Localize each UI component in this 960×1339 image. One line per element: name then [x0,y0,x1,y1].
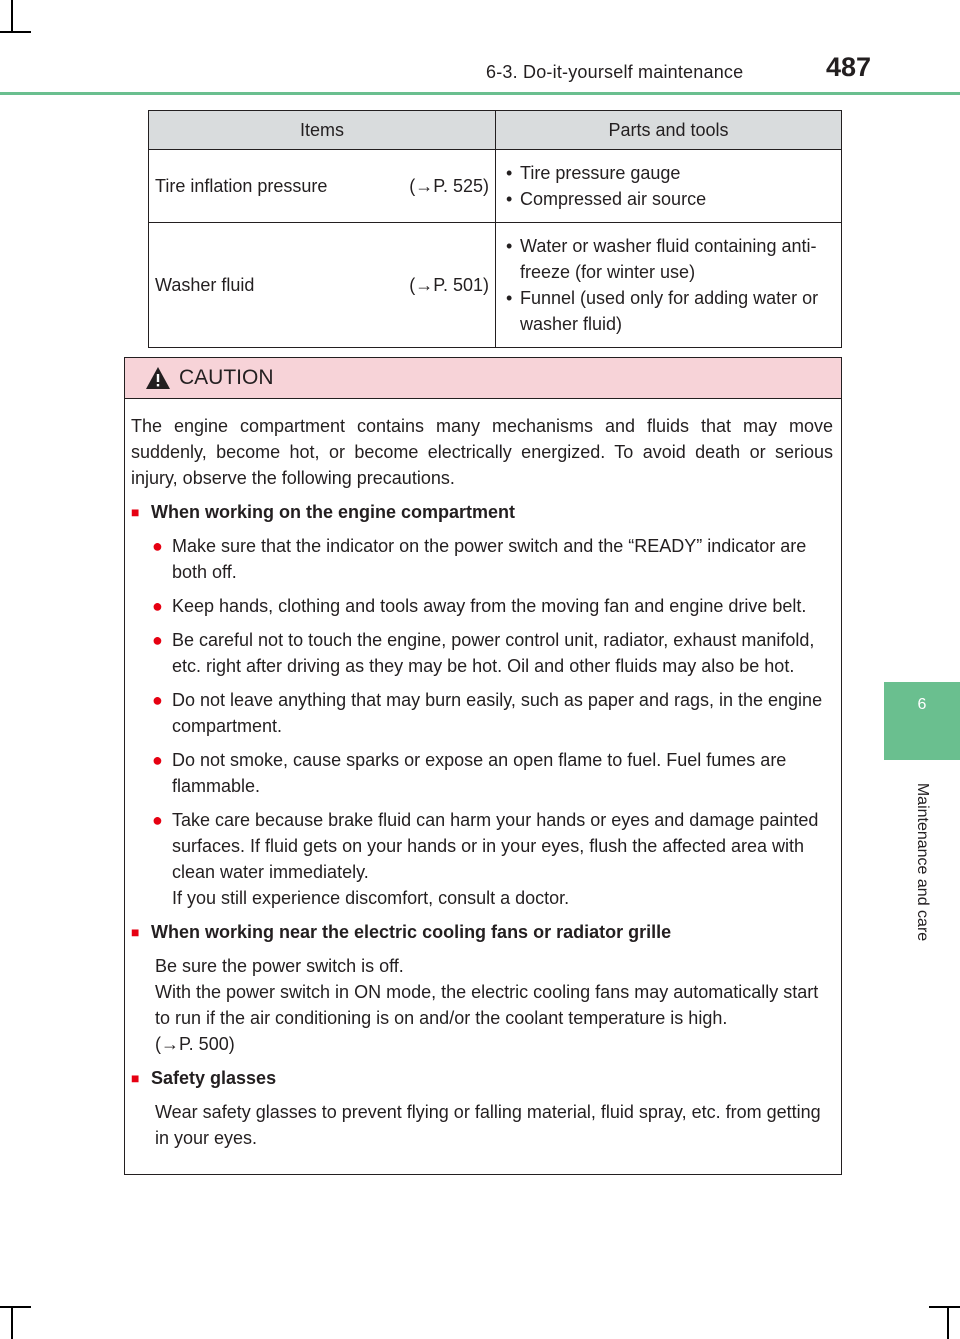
page-reference: (→P. 525) [409,175,489,196]
round-bullet-icon: ● [152,690,163,710]
section-title: 6-3. Do-it-yourself maintenance [486,62,744,82]
chapter-label: Maintenance and care [914,782,931,942]
crop-mark [11,1306,13,1339]
item-name: Tire inflation pressure [155,175,328,196]
caution-body [125,399,841,1151]
header-divider [0,92,960,95]
table-row [149,150,842,223]
crop-mark [947,1306,949,1339]
table-row [149,223,842,348]
crop-mark [0,1306,31,1308]
crop-mark [11,0,13,31]
chapter-tab [884,682,960,760]
parts-and-tools-table [148,110,842,348]
square-bullet-icon: ■ [131,504,140,520]
crop-mark [0,31,31,33]
caution-section-heading: ■ Safety glasses [131,1065,833,1091]
warning-triangle-icon [145,366,171,390]
caution-bullet-extra: If you still experience discomfort, consult a doctor. [172,888,570,908]
round-bullet-icon: ● [152,536,163,556]
item-cell [149,150,496,223]
square-bullet-icon: ■ [131,924,140,940]
square-bullet-icon: ■ [131,1070,140,1086]
tool-item: • Water or washer fluid containing anti-freeze (for winter use) [502,233,835,285]
caution-bullet: ● Keep hands, clothing and tools away from the moving fan and engine drive belt. [131,593,833,619]
caution-paragraph: Be sure the power switch is off. With the power switch in ON mode, the electric cooling fans may automatically start to run if the air conditioning is on and/or the coolant temperature is high. (→P. 500) [155,956,819,1054]
caution-bullet: ● Be careful not to touch the engine, power control unit, radiator, exhaust manifold, etc. right after driving as they may be hot. Oil and other fluids may also be hot. [131,627,833,679]
round-bullet-icon: ● [152,750,163,770]
caution-bullet: ● Make sure that the indicator on the power switch and the “READY” indicator are both off. [131,533,833,585]
crop-mark [929,1306,960,1308]
tool-item: • Compressed air source [502,186,835,212]
caution-bullet: ● Do not leave anything that may burn easily, such as paper and rags, in the engine compartment. [131,687,833,739]
page-number: 487 [826,52,872,82]
caution-bullet: ● Take care because brake fluid can harm your hands or eyes and damage painted surfaces. If fluid gets on your hands or in your eyes, flush the affected area with clean water immediately. If you still experience discomfort, consult a doctor. [131,807,833,911]
caution-paragraph: Wear safety glasses to prevent flying or falling material, fluid spray, etc. from getting in your eyes. [155,1102,821,1148]
caution-bullet: ● Do not smoke, cause sparks or expose an open flame to fuel. Fuel fumes are flammable. [131,747,833,799]
caution-intro: The engine compartment contains many mechanisms and fluids that may move suddenly, become hot, or become electrically energized. To avoid death or serious injury, observe the following precautions. [131,416,833,488]
tool-item: • Tire pressure gauge [502,160,835,186]
column-header-parts-tools: Parts and tools [496,111,842,150]
round-bullet-icon: ● [152,810,163,830]
table-header-row [149,111,842,150]
item-cell [149,223,496,348]
page-reference: (→P. 501) [409,274,489,295]
page-reference: (→P. 500) [155,1034,235,1054]
tool-item: • Funnel (used only for adding water or washer fluid) [502,285,835,337]
round-bullet-icon: ● [152,596,163,616]
tools-cell [496,150,842,223]
caution-title: CAUTION [179,366,274,389]
caution-section-heading: ■ When working near the electric cooling fans or radiator grille [131,919,833,945]
chapter-number: 6 [917,696,927,713]
item-name: Washer fluid [155,274,255,295]
tools-cell [496,223,842,348]
column-header-items: Items [149,111,496,150]
caution-section-heading: ■ When working on the engine compartment [131,499,833,525]
round-bullet-icon: ● [152,630,163,650]
caution-box [124,357,842,1175]
caution-header [125,358,841,399]
